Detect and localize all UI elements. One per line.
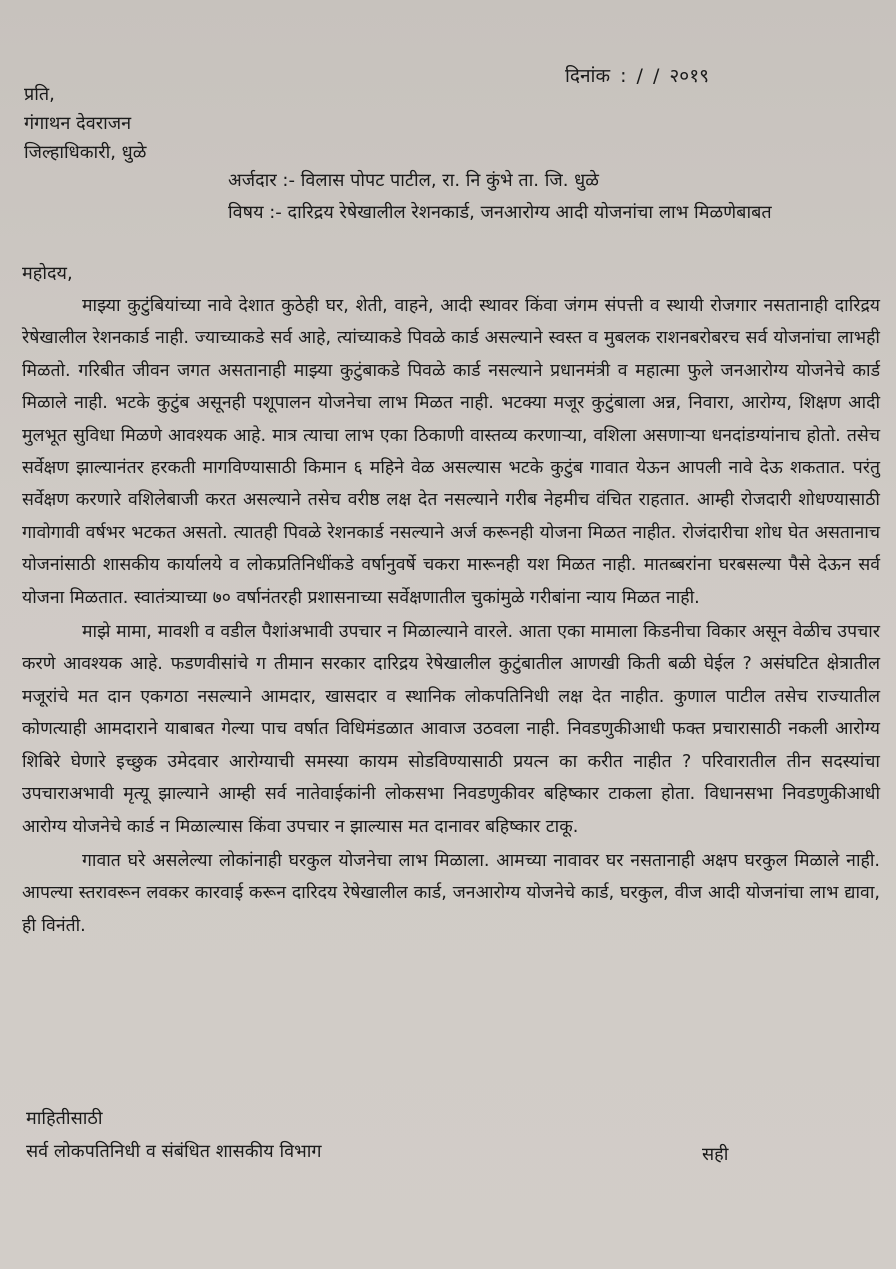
recipient-prefix: प्रति, [24, 84, 55, 105]
cc-block [26, 1102, 322, 1168]
recipient-designation: जिल्हाधिकारी, धुळे [24, 142, 147, 163]
letter-meta [228, 165, 772, 229]
signature-label: सही [702, 1144, 729, 1165]
applicant-line: अर्जदार :- विलास पोपट पाटील, रा. नि कुंभे ता. जि. धुळे [228, 170, 599, 191]
cc-heading: माहितीसाठी [26, 1108, 103, 1129]
subject-line: विषय :- दारिद्रय रेषेखालील रेशनकार्ड, जनआरोग्य आदी योजनांचा लाभ मिळणेबाबत [228, 202, 772, 223]
date-line: दिनांक : / / २०१९ [565, 65, 709, 87]
recipient-name: गंगाथन देवराजन [24, 113, 132, 134]
recipient-block [24, 80, 146, 167]
body-paragraph-3: गावात घरे असलेल्या लोकांनाही घरकुल योजनेचा लाभ मिळाला. आमच्या नावावर घर नसतानाही अक्षप घरकुल मिळाले नाही. आपल्या स्तरावरून लवकर कारवाई करून दारिदय रेषेखालील कार्ड, जनआरोग्य योजनेचे कार्ड, घरकुल, वीज आदी योजनांचा लाभ द्यावा, ही विनंती. [22, 850, 880, 936]
cc-recipients: सर्व लोकपतिनिधी व संबंधित शासकीय विभाग [26, 1141, 322, 1162]
letter-body [22, 290, 880, 942]
body-paragraph-1: माझ्या कुटुंबियांच्या नावे देशात कुठेही घर, शेती, वाहने, आदी स्थावर किंवा जंगम संपत्ती व स्थायी रोजगार नसतानाही दारिद्रय रेषेखालील रेशनकार्ड नाही. ज्याच्याकडे सर्व आहे, त्यांच्याकडे पिवळे कार्ड असल्याने स्वस्त व मुबलक राशनबरोबरच सर्व योजनांचा लाभही मिळतो. गरिबीत जीवन जगत असतानाही माझ्या कुटुंबाकडे पिवळे कार्ड नसल्याने प्रधानमंत्री व महात्मा फुले जनआरोग्य योजनेचे कार्ड मिळाले नाही. भटके कुटुंब असूनही पशूपालन योजनेचा लाभ मिळत नाही. भटक्या मजूर कुटुंबाला अन्न, निवारा, आरोग्य, शिक्षण आदी मुलभूत सुविधा मिळणे आवश्यक आहे. मात्र त्याचा लाभ एका ठिकाणी वास्तव्य करणाऱ्या, वशिला असणाऱ्या धनदांडग्यांनाच होतो. तसेच सर्वेक्षण झाल्यानंतर हरकती मागविण्यासाठी किमान ६ महिने वेळ असल्यास भटके कुटुंब गावात येऊन आपली नावे देऊ शकतात. परंतु सर्वेक्षण करणारे वशिलेबाजी करत असल्याने तसेच वरीष्ठ लक्ष देत नसल्याने गरीब नेहमीच वंचित राहतात. आम्ही रोजदारी शोधण्यासाठी गावोगावी वर्षभर भटकत असतो. त्यातही पिवळे रेशनकार्ड नसल्याने अर्ज करूनही योजना मिळत नाहीत. रोजंदारीचा शोध घेत असतानाच योजनांसाठी शासकीय कार्यालये व लोकप्रतिनिधींकडे वर्षानुवर्षे चकरा मारूनही यश मिळत नाही. मातब्बरांना घरबसल्या पैसे देऊन सर्व योजना मिळतात. स्वातंत्र्याच्या ७० वर्षानंतरही प्रशासनाच्या सर्वेक्षणातील चुकांमुळे गरीबांना न्याय मिळत नाही. [22, 296, 880, 608]
salutation: महोदय, [22, 263, 73, 284]
body-paragraph-2: माझे मामा, मावशी व वडील पैशांअभावी उपचार न मिळाल्याने वारले. आता एका मामाला किडनीचा विकार असून वेळीच उपचार करणे आवश्यक आहे. फडणवीसांचे ग तीमान सरकार दारिद्रय रेषेखालील कुटुंबातील आणखी किती बळी घेईल ? असंघटित क्षेत्रातील मजूरांचे मत दान एकगठा नसल्याने आमदार, खासदार व स्थानिक लोकपतिनिधी लक्ष देत नाहीत. कुणाल पाटील तसेच राज्यातील कोणत्याही आमदाराने याबाबत गेल्या पाच वर्षात विधिमंडळात आवाज उठवला नाही. निवडणुकीआधी फक्त प्रचारासाठी नकली आरोग्य शिबिरे घेणारे इच्छुक उमेदवार आरोग्याची समस्या कायम सोडविण्यासाठी प्रयत्न का करीत नाहीत ? परिवारातील तीन सदस्यांचा उपचाराअभावी मृत्यू झाल्याने आम्ही सर्व नातेवाईकांनी लोकसभा निवडणुकीवर बहिष्कार टाकला होता. विधानसभा निवडणुकीआधी आरोग्य योजनेचे कार्ड न मिळाल्यास किंवा उपचार न झाल्यास मत दानावर बहिष्कार टाकू. [22, 622, 880, 837]
